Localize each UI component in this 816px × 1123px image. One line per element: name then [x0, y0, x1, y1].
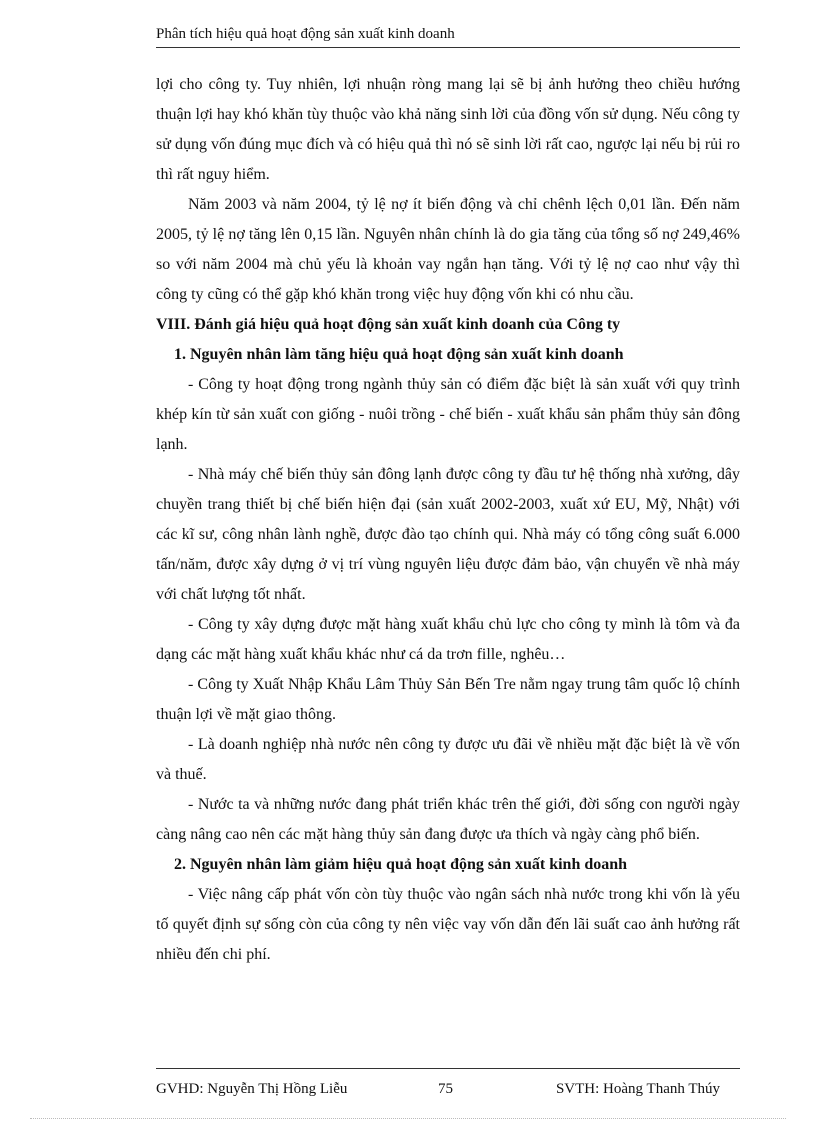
paragraph-7: - Là doanh nghiệp nhà nước nên công ty được ưu đãi về nhiều mặt đặc biệt là về vốn và thuế. — [156, 736, 740, 783]
section-heading-viii: VIII. Đánh giá hiệu quả hoạt động sản xuất kinh doanh của Công ty — [156, 316, 621, 333]
subheading-2: 2. Nguyên nhân làm giảm hiệu quả hoạt động sản xuất kinh doanh — [174, 856, 628, 873]
footer-advisor: GVHD: Nguyễn Thị Hồng Liễu — [156, 1081, 348, 1097]
paragraph-6: - Công ty Xuất Nhập Khẩu Lâm Thủy Sản Bến Tre nằm ngay trung tâm quốc lộ chính thuận lợi về mặt giao thông. — [156, 676, 740, 723]
page-header — [156, 26, 740, 48]
page-number: 75 — [438, 1081, 453, 1097]
paragraph-4: - Nhà máy chế biến thủy sản đông lạnh được công ty đầu tư hệ thống nhà xưởng, dây chuyền trang thiết bị chế biến hiện đại (sản xuất 2002-2003, xuất xứ EU, Mỹ, Nhật) với các kĩ sư, công nhân lành nghề, được đào tạo chính qui. Nhà máy có tổng công suất 6.000 tấn/năm, được xây dựng ở vị trí vùng nguyên liệu được đảm bảo, vận chuyển về nhà máy với chất lượng tốt nhất. — [156, 466, 740, 603]
paragraph-1: lợi cho công ty. Tuy nhiên, lợi nhuận ròng mang lại sẽ bị ảnh hưởng theo chiều hướng thuận lợi hay khó khăn tùy thuộc vào khả năng sinh lời của đồng vốn sử dụng. Nếu công ty sử dụng vốn đúng mục đích và có hiệu quả thì nó sẽ sinh lời rất cao, ngược lại nếu bị rủi ro thì rất nguy hiểm. — [156, 76, 740, 183]
paragraph-3: - Công ty hoạt động trong ngành thủy sản có điểm đặc biệt là sản xuất với quy trình khép kín từ sản xuất con giống - nuôi trồng - chế biến - xuất khẩu sản phẩm thủy sản đông lạnh. — [156, 376, 740, 453]
paragraph-8: - Nước ta và những nước đang phát triển khác trên thế giới, đời sống con người ngày càng nâng cao nên các mặt hàng thủy sản đang được ưa thích và ngày càng phổ biến. — [156, 796, 740, 843]
subheading-1: 1. Nguyên nhân làm tăng hiệu quả hoạt động sản xuất kinh doanh — [174, 346, 624, 363]
paragraph-2: Năm 2003 và năm 2004, tỷ lệ nợ ít biến động và chỉ chênh lệch 0,01 lần. Đến năm 2005, tỷ lệ nợ tăng lên 0,15 lần. Nguyên nhân chính là do gia tăng của tổng số nợ 249,46% so với năm 2004 mà chủ yếu là khoản vay ngắn hạn tăng. Với tỷ lệ nợ cao như vậy thì công ty cũng có thể gặp khó khăn trong việc huy động vốn khi có nhu cầu. — [156, 196, 740, 303]
header-title: Phân tích hiệu quả hoạt động sản xuất kinh doanh — [156, 26, 455, 42]
footer-student: SVTH: Hoàng Thanh Thúy — [555, 1081, 720, 1097]
page-content — [156, 70, 740, 970]
paragraph-5: - Công ty xây dựng được mặt hàng xuất khẩu chủ lực cho công ty mình là tôm và đa dạng các mặt hàng xuất khẩu khác như cá da trơn fille, nghêu… — [156, 616, 740, 663]
page-footer — [156, 1068, 740, 1099]
paragraph-9: - Việc nâng cấp phát vốn còn tùy thuộc vào ngân sách nhà nước trong khi vốn là yếu tố quyết định sự sống còn của công ty nên việc vay vốn dẫn đến lãi suất cao ảnh hưởng rất nhiều đến chi phí. — [156, 886, 740, 963]
page-bottom-border — [30, 1118, 786, 1119]
